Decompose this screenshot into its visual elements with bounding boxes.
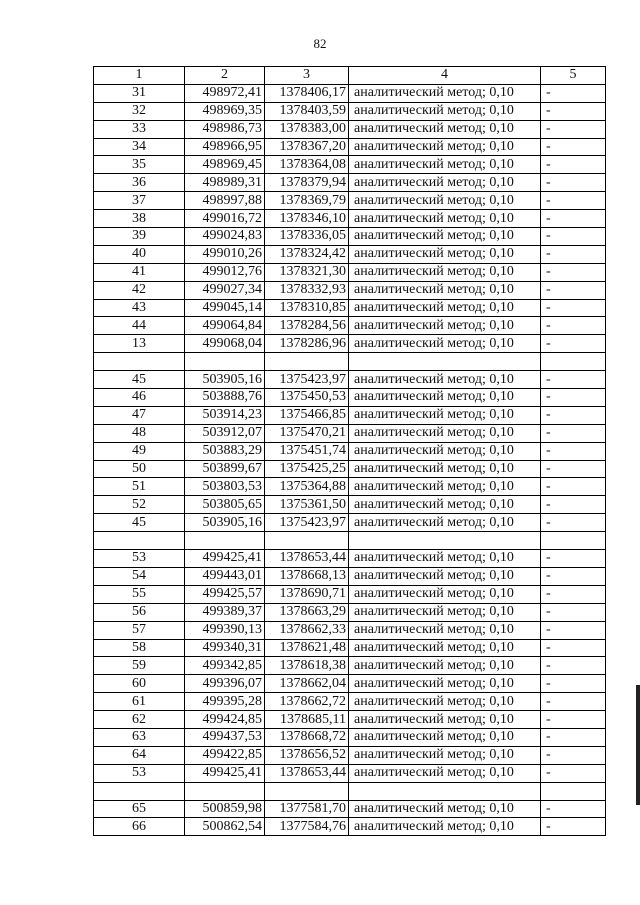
table-row — [94, 210, 606, 228]
method-cell: аналитический метод; 0,10 — [349, 585, 541, 603]
table-row — [94, 192, 606, 210]
x-coordinate-cell: 503883,29 — [185, 442, 265, 460]
y-coordinate-cell: 1378662,72 — [265, 693, 349, 711]
x-coordinate-cell: 498972,41 — [185, 84, 265, 102]
x-coordinate-cell: 499016,72 — [185, 210, 265, 228]
table-row — [94, 657, 606, 675]
table-row — [94, 603, 606, 621]
x-coordinate-cell: 499045,14 — [185, 299, 265, 317]
note-cell — [541, 782, 606, 800]
x-coordinate-cell: 499437,53 — [185, 728, 265, 746]
note-cell: - — [541, 764, 606, 782]
point-number-cell — [94, 532, 185, 550]
point-number-cell: 46 — [94, 389, 185, 407]
point-number-cell: 53 — [94, 550, 185, 568]
method-cell: аналитический метод; 0,10 — [349, 800, 541, 818]
x-coordinate-cell: 499443,01 — [185, 567, 265, 585]
header-cell-3: 3 — [265, 67, 349, 85]
table-row — [94, 138, 606, 156]
note-cell: - — [541, 335, 606, 353]
table-row — [94, 460, 606, 478]
table-row — [94, 263, 606, 281]
x-coordinate-cell: 500862,54 — [185, 818, 265, 836]
method-cell: аналитический метод; 0,10 — [349, 120, 541, 138]
note-cell: - — [541, 639, 606, 657]
note-cell: - — [541, 693, 606, 711]
point-number-cell: 62 — [94, 711, 185, 729]
point-number-cell: 41 — [94, 263, 185, 281]
y-coordinate-cell: 1375425,25 — [265, 460, 349, 478]
method-cell: аналитический метод; 0,10 — [349, 245, 541, 263]
header-cell-1: 1 — [94, 67, 185, 85]
method-cell — [349, 532, 541, 550]
method-cell: аналитический метод; 0,10 — [349, 371, 541, 389]
y-coordinate-cell: 1378324,42 — [265, 245, 349, 263]
method-cell: аналитический метод; 0,10 — [349, 496, 541, 514]
y-coordinate-cell: 1378663,29 — [265, 603, 349, 621]
x-coordinate-cell: 503899,67 — [185, 460, 265, 478]
note-cell: - — [541, 156, 606, 174]
note-cell: - — [541, 514, 606, 532]
y-coordinate-cell: 1378321,30 — [265, 263, 349, 281]
note-cell: - — [541, 174, 606, 192]
table-row — [94, 496, 606, 514]
note-cell — [541, 353, 606, 371]
y-coordinate-cell: 1378346,10 — [265, 210, 349, 228]
x-coordinate-cell: 499024,83 — [185, 228, 265, 246]
y-coordinate-cell: 1378403,59 — [265, 102, 349, 120]
table-row — [94, 514, 606, 532]
note-cell: - — [541, 442, 606, 460]
point-number-cell: 60 — [94, 675, 185, 693]
point-number-cell: 36 — [94, 174, 185, 192]
point-number-cell: 31 — [94, 84, 185, 102]
table-row — [94, 728, 606, 746]
page-number: 82 — [313, 36, 327, 51]
method-cell: аналитический метод; 0,10 — [349, 728, 541, 746]
y-coordinate-cell: 1378668,13 — [265, 567, 349, 585]
table-row — [94, 174, 606, 192]
method-cell — [349, 353, 541, 371]
y-coordinate-cell — [265, 532, 349, 550]
note-cell: - — [541, 800, 606, 818]
y-coordinate-cell: 1378685,11 — [265, 711, 349, 729]
point-number-cell: 63 — [94, 728, 185, 746]
table-row — [94, 371, 606, 389]
y-coordinate-cell: 1378336,05 — [265, 228, 349, 246]
method-cell: аналитический метод; 0,10 — [349, 424, 541, 442]
method-cell: аналитический метод; 0,10 — [349, 478, 541, 496]
table-row — [94, 228, 606, 246]
point-number-cell: 57 — [94, 621, 185, 639]
note-cell: - — [541, 424, 606, 442]
note-cell: - — [541, 550, 606, 568]
table-row — [94, 585, 606, 603]
y-coordinate-cell — [265, 782, 349, 800]
table-row — [94, 335, 606, 353]
note-cell: - — [541, 210, 606, 228]
table-row — [94, 353, 606, 371]
point-number-cell: 47 — [94, 406, 185, 424]
method-cell: аналитический метод; 0,10 — [349, 406, 541, 424]
point-number-cell: 44 — [94, 317, 185, 335]
point-number-cell: 61 — [94, 693, 185, 711]
note-cell: - — [541, 120, 606, 138]
table-row — [94, 424, 606, 442]
note-cell: - — [541, 478, 606, 496]
note-cell: - — [541, 228, 606, 246]
x-coordinate-cell: 498997,88 — [185, 192, 265, 210]
table-row — [94, 711, 606, 729]
method-cell: аналитический метод; 0,10 — [349, 156, 541, 174]
point-number-cell: 45 — [94, 514, 185, 532]
y-coordinate-cell: 1378653,44 — [265, 550, 349, 568]
table-row — [94, 764, 606, 782]
table-row — [94, 102, 606, 120]
point-number-cell: 37 — [94, 192, 185, 210]
x-coordinate-cell: 499027,34 — [185, 281, 265, 299]
note-cell: - — [541, 371, 606, 389]
note-cell: - — [541, 138, 606, 156]
x-coordinate-cell: 500859,98 — [185, 800, 265, 818]
x-coordinate-cell: 503912,07 — [185, 424, 265, 442]
method-cell: аналитический метод; 0,10 — [349, 102, 541, 120]
y-coordinate-cell: 1378364,08 — [265, 156, 349, 174]
x-coordinate-cell: 499012,76 — [185, 263, 265, 281]
method-cell: аналитический метод; 0,10 — [349, 550, 541, 568]
x-coordinate-cell: 503803,53 — [185, 478, 265, 496]
x-coordinate-cell: 499389,37 — [185, 603, 265, 621]
point-number-cell: 43 — [94, 299, 185, 317]
x-coordinate-cell — [185, 353, 265, 371]
x-coordinate-cell: 503914,23 — [185, 406, 265, 424]
method-cell: аналитический метод; 0,10 — [349, 460, 541, 478]
y-coordinate-cell: 1375466,85 — [265, 406, 349, 424]
y-coordinate-cell: 1375470,21 — [265, 424, 349, 442]
y-coordinate-cell: 1378690,71 — [265, 585, 349, 603]
y-coordinate-cell: 1378653,44 — [265, 764, 349, 782]
page-edge-mark — [636, 685, 640, 805]
point-number-cell: 52 — [94, 496, 185, 514]
note-cell: - — [541, 585, 606, 603]
x-coordinate-cell: 499010,26 — [185, 245, 265, 263]
method-cell: аналитический метод; 0,10 — [349, 514, 541, 532]
note-cell: - — [541, 281, 606, 299]
y-coordinate-cell: 1378284,56 — [265, 317, 349, 335]
header-cell-4: 4 — [349, 67, 541, 85]
point-number-cell: 35 — [94, 156, 185, 174]
x-coordinate-cell: 499068,04 — [185, 335, 265, 353]
note-cell: - — [541, 317, 606, 335]
method-cell: аналитический метод; 0,10 — [349, 317, 541, 335]
note-cell: - — [541, 675, 606, 693]
method-cell: аналитический метод; 0,10 — [349, 746, 541, 764]
y-coordinate-cell — [265, 353, 349, 371]
x-coordinate-cell: 498969,35 — [185, 102, 265, 120]
method-cell: аналитический метод; 0,10 — [349, 657, 541, 675]
point-number-cell: 34 — [94, 138, 185, 156]
point-number-cell: 54 — [94, 567, 185, 585]
method-cell — [349, 782, 541, 800]
method-cell: аналитический метод; 0,10 — [349, 281, 541, 299]
x-coordinate-cell: 499342,85 — [185, 657, 265, 675]
x-coordinate-cell — [185, 532, 265, 550]
table-row — [94, 245, 606, 263]
note-cell: - — [541, 711, 606, 729]
x-coordinate-cell: 499390,13 — [185, 621, 265, 639]
note-cell: - — [541, 728, 606, 746]
table-header-row — [94, 67, 606, 85]
y-coordinate-cell: 1378656,52 — [265, 746, 349, 764]
point-number-cell: 50 — [94, 460, 185, 478]
table-row — [94, 532, 606, 550]
point-number-cell: 51 — [94, 478, 185, 496]
y-coordinate-cell: 1375364,88 — [265, 478, 349, 496]
note-cell: - — [541, 621, 606, 639]
method-cell: аналитический метод; 0,10 — [349, 675, 541, 693]
point-number-cell: 38 — [94, 210, 185, 228]
method-cell: аналитический метод; 0,10 — [349, 621, 541, 639]
method-cell: аналитический метод; 0,10 — [349, 639, 541, 657]
y-coordinate-cell: 1375423,97 — [265, 371, 349, 389]
x-coordinate-cell: 499422,85 — [185, 746, 265, 764]
x-coordinate-cell: 499425,41 — [185, 550, 265, 568]
table-row — [94, 567, 606, 585]
x-coordinate-cell: 499395,28 — [185, 693, 265, 711]
point-number-cell: 45 — [94, 371, 185, 389]
x-coordinate-cell: 503805,65 — [185, 496, 265, 514]
note-cell: - — [541, 263, 606, 281]
note-cell: - — [541, 746, 606, 764]
y-coordinate-cell: 1375423,97 — [265, 514, 349, 532]
point-number-cell: 49 — [94, 442, 185, 460]
table-row — [94, 317, 606, 335]
note-cell — [541, 532, 606, 550]
point-number-cell: 13 — [94, 335, 185, 353]
table-row — [94, 621, 606, 639]
x-coordinate-cell: 499340,31 — [185, 639, 265, 657]
method-cell: аналитический метод; 0,10 — [349, 693, 541, 711]
point-number-cell: 55 — [94, 585, 185, 603]
note-cell: - — [541, 603, 606, 621]
method-cell: аналитический метод; 0,10 — [349, 228, 541, 246]
method-cell: аналитический метод; 0,10 — [349, 174, 541, 192]
x-coordinate-cell: 498989,31 — [185, 174, 265, 192]
method-cell: аналитический метод; 0,10 — [349, 818, 541, 836]
point-number-cell: 33 — [94, 120, 185, 138]
y-coordinate-cell: 1375451,74 — [265, 442, 349, 460]
x-coordinate-cell: 503888,76 — [185, 389, 265, 407]
method-cell: аналитический метод; 0,10 — [349, 764, 541, 782]
x-coordinate-cell: 499064,84 — [185, 317, 265, 335]
method-cell: аналитический метод; 0,10 — [349, 711, 541, 729]
table-row — [94, 782, 606, 800]
y-coordinate-cell: 1378383,00 — [265, 120, 349, 138]
y-coordinate-cell: 1378379,94 — [265, 174, 349, 192]
point-number-cell: 53 — [94, 764, 185, 782]
table-row — [94, 693, 606, 711]
y-coordinate-cell: 1378406,17 — [265, 84, 349, 102]
x-coordinate-cell: 499425,41 — [185, 764, 265, 782]
x-coordinate-cell: 503905,16 — [185, 514, 265, 532]
table-row — [94, 800, 606, 818]
method-cell: аналитический метод; 0,10 — [349, 210, 541, 228]
x-coordinate-cell: 499425,57 — [185, 585, 265, 603]
header-cell-2: 2 — [185, 67, 265, 85]
x-coordinate-cell: 503905,16 — [185, 371, 265, 389]
note-cell: - — [541, 818, 606, 836]
table-row — [94, 818, 606, 836]
method-cell: аналитический метод; 0,10 — [349, 84, 541, 102]
table-row — [94, 281, 606, 299]
note-cell: - — [541, 567, 606, 585]
x-coordinate-cell: 498986,73 — [185, 120, 265, 138]
y-coordinate-cell: 1378310,85 — [265, 299, 349, 317]
y-coordinate-cell: 1377584,76 — [265, 818, 349, 836]
y-coordinate-cell: 1378367,20 — [265, 138, 349, 156]
method-cell: аналитический метод; 0,10 — [349, 389, 541, 407]
table-row — [94, 675, 606, 693]
note-cell: - — [541, 192, 606, 210]
method-cell: аналитический метод; 0,10 — [349, 335, 541, 353]
y-coordinate-cell: 1378332,93 — [265, 281, 349, 299]
table-body — [94, 67, 606, 836]
x-coordinate-cell — [185, 782, 265, 800]
note-cell: - — [541, 389, 606, 407]
note-cell: - — [541, 496, 606, 514]
point-number-cell: 39 — [94, 228, 185, 246]
table-row — [94, 156, 606, 174]
point-number-cell: 32 — [94, 102, 185, 120]
table-row — [94, 84, 606, 102]
point-number-cell — [94, 782, 185, 800]
header-cell-5: 5 — [541, 67, 606, 85]
point-number-cell: 56 — [94, 603, 185, 621]
y-coordinate-cell: 1378621,48 — [265, 639, 349, 657]
point-number-cell: 59 — [94, 657, 185, 675]
table-row — [94, 478, 606, 496]
x-coordinate-cell: 499396,07 — [185, 675, 265, 693]
note-cell: - — [541, 299, 606, 317]
y-coordinate-cell: 1378618,38 — [265, 657, 349, 675]
table-row — [94, 442, 606, 460]
note-cell: - — [541, 657, 606, 675]
y-coordinate-cell: 1378662,33 — [265, 621, 349, 639]
table-row — [94, 120, 606, 138]
point-number-cell: 66 — [94, 818, 185, 836]
table-row — [94, 406, 606, 424]
point-number-cell: 65 — [94, 800, 185, 818]
point-number-cell: 48 — [94, 424, 185, 442]
x-coordinate-cell: 498969,45 — [185, 156, 265, 174]
table-row — [94, 550, 606, 568]
x-coordinate-cell: 498966,95 — [185, 138, 265, 156]
note-cell: - — [541, 460, 606, 478]
y-coordinate-cell: 1377581,70 — [265, 800, 349, 818]
method-cell: аналитический метод; 0,10 — [349, 567, 541, 585]
method-cell: аналитический метод; 0,10 — [349, 263, 541, 281]
table-row — [94, 389, 606, 407]
method-cell: аналитический метод; 0,10 — [349, 138, 541, 156]
note-cell: - — [541, 245, 606, 263]
point-number-cell: 58 — [94, 639, 185, 657]
y-coordinate-cell: 1378286,96 — [265, 335, 349, 353]
note-cell: - — [541, 84, 606, 102]
method-cell: аналитический метод; 0,10 — [349, 603, 541, 621]
coordinates-table — [93, 66, 606, 836]
y-coordinate-cell: 1378662,04 — [265, 675, 349, 693]
y-coordinate-cell: 1375361,50 — [265, 496, 349, 514]
x-coordinate-cell: 499424,85 — [185, 711, 265, 729]
method-cell: аналитический метод; 0,10 — [349, 192, 541, 210]
point-number-cell: 42 — [94, 281, 185, 299]
table-row — [94, 299, 606, 317]
y-coordinate-cell: 1378668,72 — [265, 728, 349, 746]
table-row — [94, 746, 606, 764]
point-number-cell: 64 — [94, 746, 185, 764]
y-coordinate-cell: 1375450,53 — [265, 389, 349, 407]
method-cell: аналитический метод; 0,10 — [349, 442, 541, 460]
note-cell: - — [541, 406, 606, 424]
y-coordinate-cell: 1378369,79 — [265, 192, 349, 210]
point-number-cell: 40 — [94, 245, 185, 263]
table-row — [94, 639, 606, 657]
method-cell: аналитический метод; 0,10 — [349, 299, 541, 317]
point-number-cell — [94, 353, 185, 371]
note-cell: - — [541, 102, 606, 120]
